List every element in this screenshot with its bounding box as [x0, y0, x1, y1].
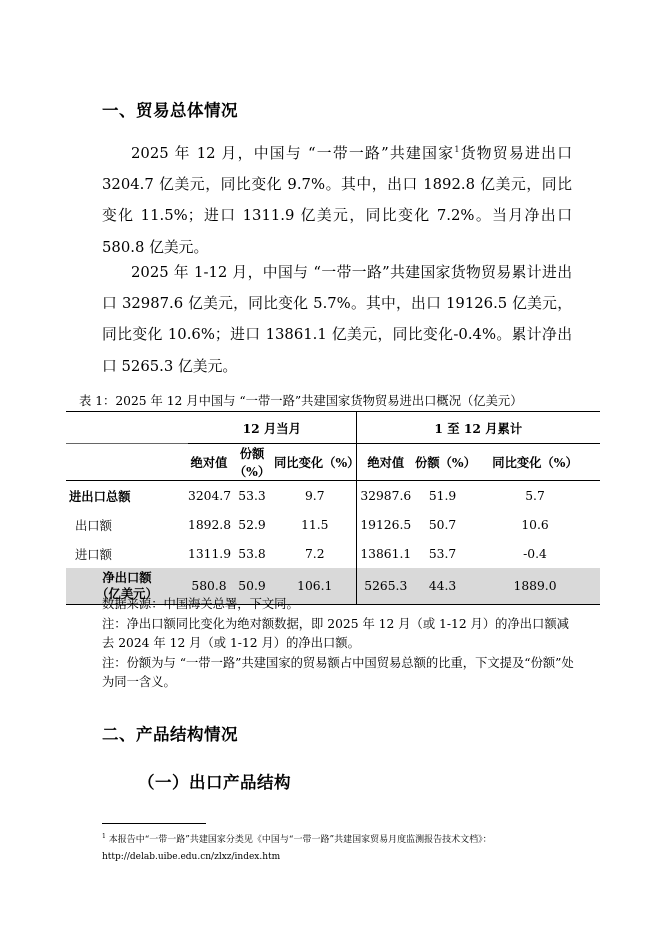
table-row [66, 510, 600, 539]
table-cell: -0.4 [523, 546, 547, 561]
table-cell: 1892.8 [188, 517, 232, 532]
note-net-export: 注：净出口额同比变化为绝对额数据，即 2025 年 12 月（或 1-12 月）的净出口额减去 2024 年 12 月（或 1-12 月）的净出口额。 [102, 616, 569, 650]
paragraph-monthly-trade [102, 134, 572, 263]
table-row [66, 539, 600, 568]
table-cell: 10.6 [521, 517, 549, 532]
table-cell: 53.8 [238, 546, 266, 561]
table-cell: 9.7 [274, 481, 356, 511]
footnote-divider [102, 823, 206, 824]
row-label-total: 进出口总额 [66, 481, 188, 511]
table-cell: 44.3 [415, 568, 470, 605]
table-cell: 1889.0 [470, 568, 600, 605]
paragraph-cumulative-text: 2025 年 1-12 月，中国与 “一带一路”共建国家货物贸易累计进出口 32987.6 亿美元，同比变化 5.7%。其中，出口 19126.5 亿美元，同比变化 10.6%；进口 13861.1 亿美元，同比变化-0.4%。累计净出口 5265.3 亿美元。 [102, 264, 572, 375]
col-header-month-share: 份额（%） [230, 444, 274, 481]
table-cell: 5.7 [470, 481, 600, 511]
table-cell: 7.2 [274, 539, 356, 568]
group-header-month: 12 月当月 [188, 412, 356, 444]
table-cell: 11.5 [274, 510, 356, 539]
table-cell: 50.9 [230, 568, 274, 605]
paragraph-cumulative-trade [102, 257, 572, 382]
table-cell: 51.9 [415, 481, 470, 511]
table-cell: 32987.6 [356, 481, 415, 511]
table-cell: 13861.1 [360, 546, 412, 561]
col-header-ytd-share: 份额（%） [415, 444, 470, 481]
group-header-ytd: 1 至 12 月累计 [356, 412, 600, 444]
table-cell: 5265.3 [356, 568, 415, 605]
row-label-net-exports-line1: 净出口额 [102, 570, 152, 585]
footnote-number: 1 [102, 833, 106, 840]
table-cell: 3204.7 [188, 481, 230, 511]
footnote-text: 本报告中“一带一路”共建国家分类见《中国与“一带一路”共建国家贸易月度监测报告技术文档》： [108, 835, 492, 845]
trade-summary-table [66, 411, 600, 605]
note-share: 注：份额为与 “一带一路”共建国家的贸易额占中国贸易总额的比重，下文提及“份额”处为同一含义。 [102, 655, 574, 689]
row-label-net-exports-line2: （亿美元） [96, 586, 158, 601]
footnote-url-link[interactable]: http://delab.uibe.edu.cn/zlxz/index.htm [102, 852, 281, 862]
col-header-ytd-yoy: 同比变化（%） [470, 444, 600, 481]
note-source: 数据来源：中国海关总署，下文同。 [102, 597, 299, 611]
col-header-month-yoy: 同比变化（%） [274, 444, 356, 481]
paragraph-monthly-text-b: 货物贸易进出口 3204.7 亿美元，同比变化 9.7%。其中，出口 1892.8 亿美元，同比变化 11.5%；进口 1311.9 亿美元，同比变化 7.2%。当月净出口 580.8 亿美元。 [102, 145, 572, 256]
col-header-ytd-value: 绝对值 [356, 444, 415, 481]
row-label-imports: 进口额 [75, 547, 112, 562]
table-cell: 53.7 [428, 546, 457, 561]
table-notes [102, 595, 574, 693]
table-caption: 表 1：2025 年 12 月中国与 “一带一路”共建国家货物贸易进出口概况（亿美元） [79, 394, 523, 408]
footnote [102, 828, 572, 866]
table-cell: 106.1 [274, 568, 356, 605]
section-heading-trade-overview: 一、贸易总体情况 [102, 101, 238, 120]
table-cell: 19126.5 [360, 517, 412, 532]
section-heading-product-structure: 二、产品结构情况 [102, 725, 238, 744]
table-row [66, 481, 600, 511]
subsection-heading-export-products: （一）出口产品结构 [138, 773, 291, 792]
paragraph-monthly-text-a: 2025 年 12 月，中国与 “一带一路”共建国家 [131, 145, 455, 162]
row-label-exports: 出口额 [75, 518, 112, 533]
table-cell: 580.8 [188, 568, 230, 605]
table-column-header-row [66, 444, 600, 481]
table-cell: 52.9 [238, 517, 266, 532]
col-header-month-value: 绝对值 [188, 444, 230, 481]
footnote-marker[interactable]: 1 [454, 145, 460, 154]
table-cell: 1311.9 [188, 546, 232, 561]
table-cell: 53.3 [230, 481, 274, 511]
table-cell: 50.7 [428, 517, 457, 532]
table-group-header-row [66, 412, 600, 444]
